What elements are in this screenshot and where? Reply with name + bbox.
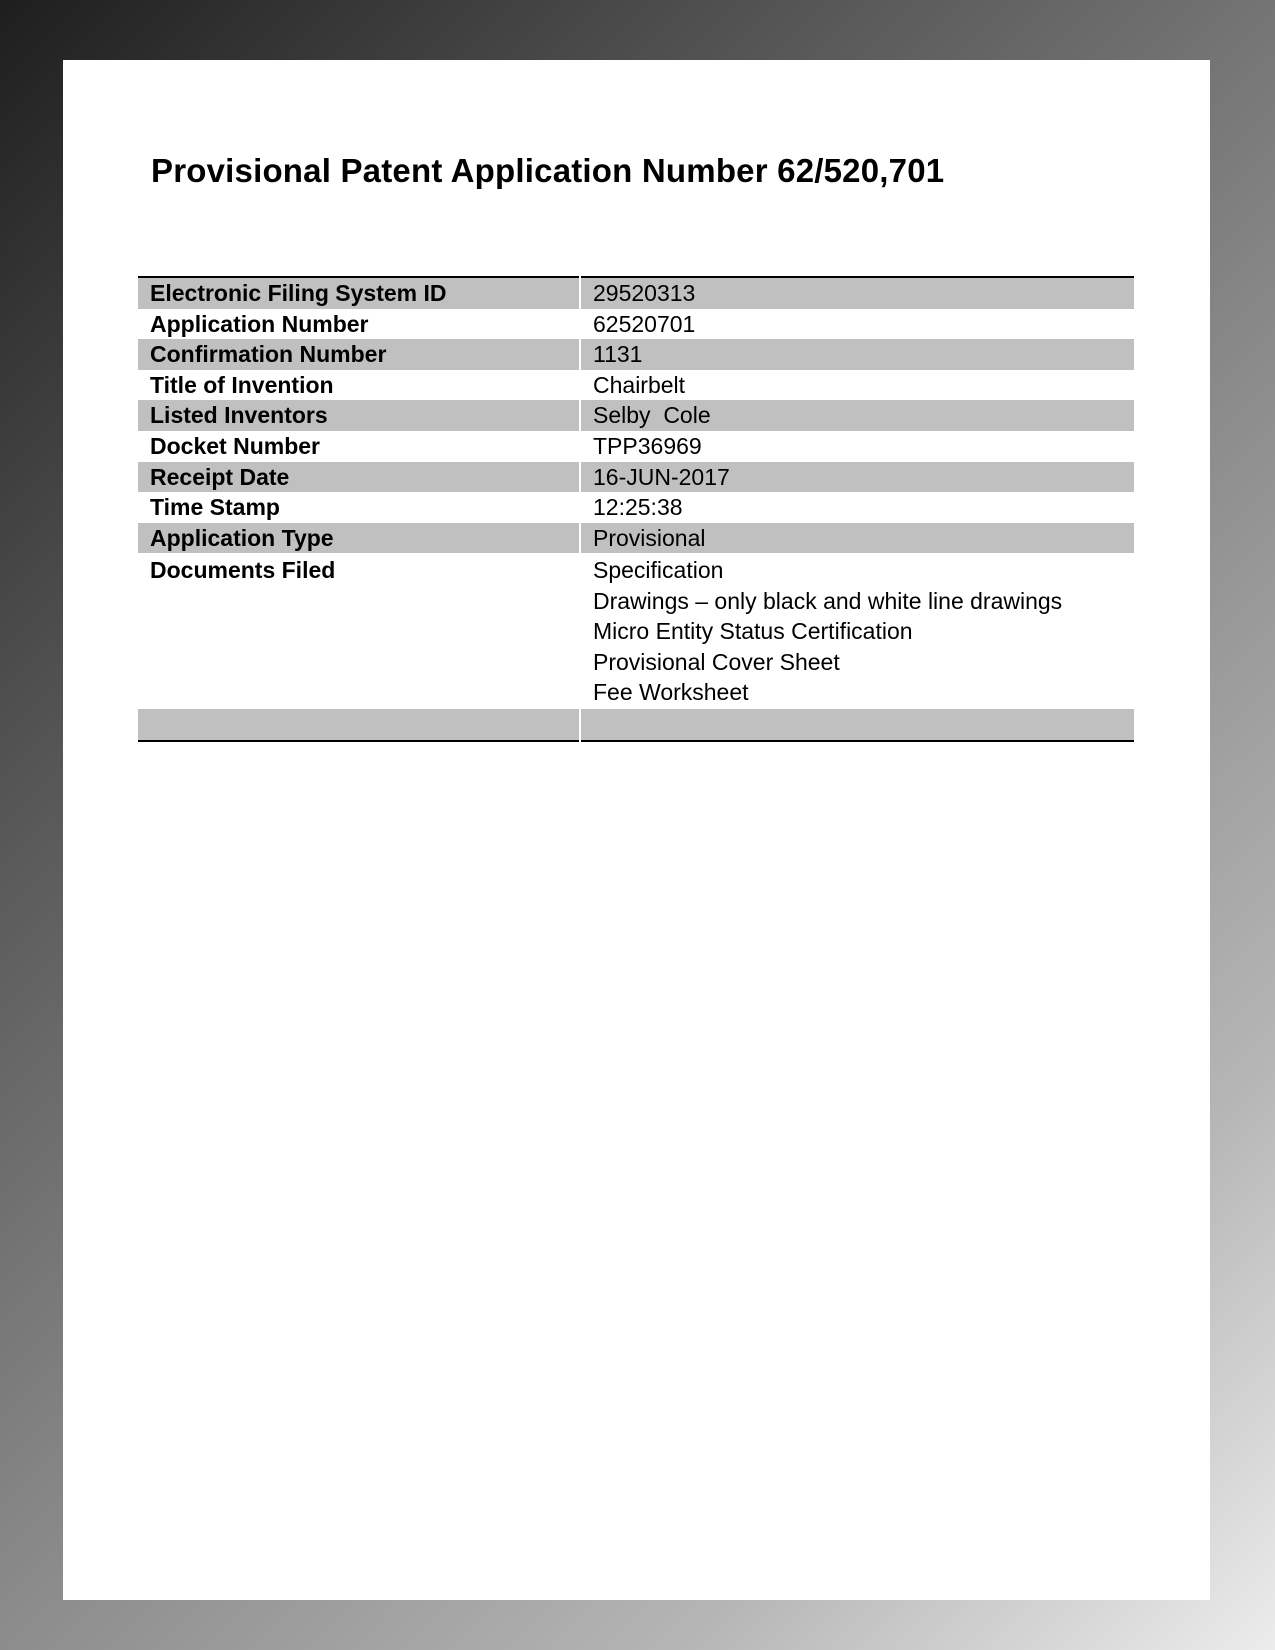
document-item: Provisional Cover Sheet — [593, 648, 840, 675]
row-value: 1131 — [580, 339, 1134, 370]
table-row-title-of-invention — [138, 370, 1134, 401]
table-row-time-stamp — [138, 492, 1134, 523]
documents-filed-list — [580, 553, 1134, 709]
row-value: 16-JUN-2017 — [580, 462, 1134, 493]
row-label: Receipt Date — [138, 462, 580, 493]
table-row-documents-filed — [138, 553, 1134, 709]
table-row-docket-number — [138, 431, 1134, 462]
table-row-confirmation-number — [138, 339, 1134, 370]
row-value: Provisional — [580, 523, 1134, 554]
document-item: Drawings – only black and white line drawings — [593, 587, 1063, 614]
document-item: Micro Entity Status Certification — [593, 618, 913, 645]
row-label: Application Number — [138, 309, 580, 340]
row-value: 12:25:38 — [593, 494, 683, 521]
row-label: Application Type — [138, 523, 580, 554]
row-value: 62520701 — [593, 310, 696, 337]
document-item: Specification — [593, 557, 724, 584]
page-title: Provisional Patent Application Number 62/520,701 — [151, 152, 945, 189]
empty-cell — [580, 709, 1134, 741]
filing-details-table — [138, 276, 1134, 742]
empty-cell — [138, 709, 580, 741]
table-row-application-number — [138, 309, 1134, 340]
table-row-listed-inventors — [138, 400, 1134, 431]
row-label: Listed Inventors — [138, 400, 580, 431]
row-label: Electronic Filing System ID — [138, 277, 580, 309]
table-row-filing-system-id — [138, 277, 1134, 309]
document-item: Fee Worksheet — [593, 678, 749, 705]
document-page — [63, 60, 1210, 1600]
row-value: Selby Cole — [580, 400, 1134, 431]
row-label: Time Stamp — [138, 492, 580, 523]
row-value: 29520313 — [580, 277, 1134, 309]
row-label: Docket Number — [138, 431, 580, 462]
table-row-receipt-date — [138, 462, 1134, 493]
row-value: TPP36969 — [593, 432, 702, 459]
table-row-empty-footer — [138, 709, 1134, 741]
row-label: Confirmation Number — [138, 339, 580, 370]
row-value: Chairbelt — [593, 371, 686, 398]
row-label: Title of Invention — [138, 370, 580, 401]
table-row-application-type — [138, 523, 1134, 554]
row-label: Documents Filed — [138, 553, 580, 709]
